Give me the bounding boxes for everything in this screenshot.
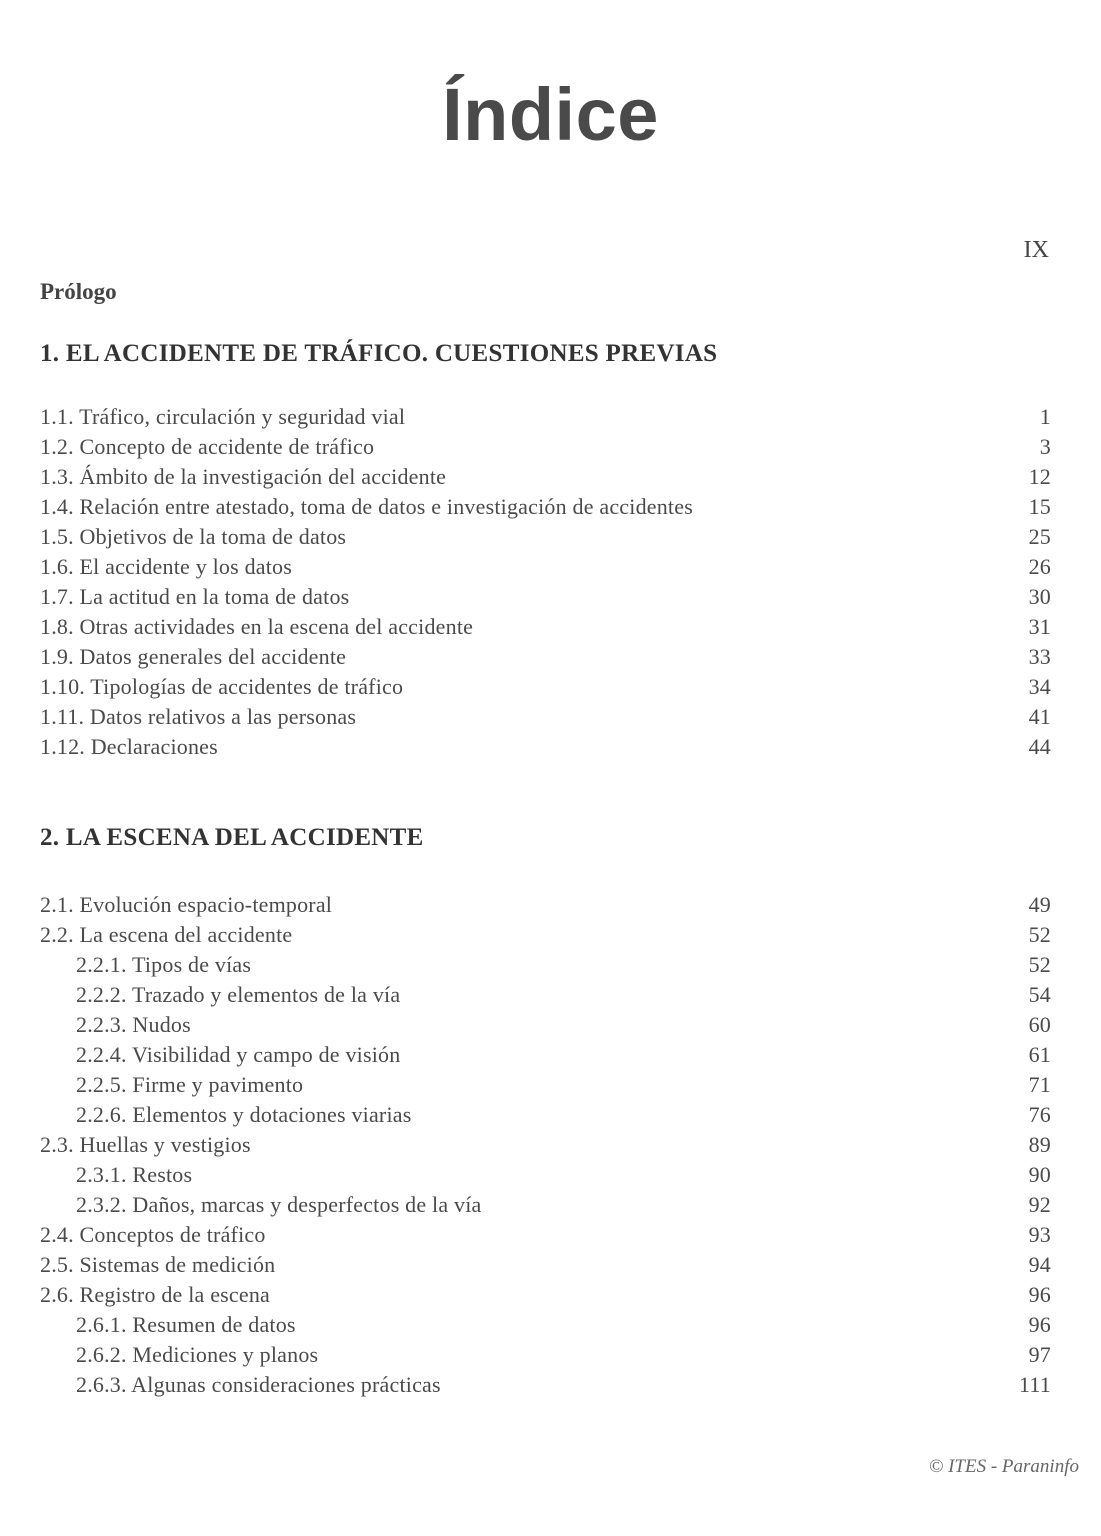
toc-entry-page: 25: [1028, 524, 1051, 549]
toc-entry-label: 2.3. Huellas y vestigios: [40, 1132, 251, 1157]
toc-entry-label: 1.3. Ámbito de la investigación del accidente: [40, 464, 447, 489]
toc-entry-page: 34: [1028, 674, 1051, 699]
toc-entry: [40, 1100, 1051, 1130]
toc-entry: [40, 890, 1051, 920]
toc-entry: [40, 1010, 1051, 1040]
toc-entry-page: 30: [1028, 584, 1051, 609]
toc-entry-label: 2.6. Registro de la escena: [40, 1282, 271, 1307]
toc-entry: [40, 950, 1051, 980]
toc-entry-label: 1.4. Relación entre atestado, toma de datos e investigación de accidentes: [40, 494, 693, 519]
toc-entry-page: 54: [1028, 982, 1051, 1007]
toc-entry: [40, 1310, 1051, 1340]
toc-entry-label: 1.6. El accidente y los datos: [40, 554, 293, 579]
toc-entry-label: 2.3.2. Daños, marcas y desperfectos de la vía: [76, 1192, 482, 1217]
toc-entry-page: 52: [1028, 952, 1051, 977]
toc-entry: [40, 432, 1051, 462]
toc-entry-label: 2.2.4. Visibilidad y campo de visión: [76, 1042, 401, 1067]
toc-entry: [40, 1370, 1051, 1400]
toc-entry-label: 2.3.1. Restos: [76, 1162, 193, 1187]
toc-entry-label: 2.2.3. Nudos: [76, 1012, 191, 1037]
toc-entry: [40, 642, 1051, 672]
toc-entry-label: 1.10. Tipologías de accidentes de tráfico: [40, 674, 404, 699]
toc-entry: [40, 732, 1051, 762]
toc-entry: [40, 1340, 1051, 1370]
toc-entry-page: 96: [1028, 1282, 1051, 1307]
toc-entry-label: 2.5. Sistemas de medición: [40, 1252, 276, 1277]
toc-entry: [40, 1130, 1051, 1160]
toc-entry-page: 89: [1028, 1132, 1051, 1157]
toc-entry-page: 76: [1028, 1102, 1051, 1127]
toc-entry-page: 52: [1028, 922, 1051, 947]
toc-entry: [40, 522, 1051, 552]
toc-entry-page: 3: [1039, 434, 1051, 459]
toc-entry-label: 1.12. Declaraciones: [40, 734, 218, 759]
toc-entry-page: 92: [1028, 1192, 1051, 1217]
chapter-1-title: 1. EL ACCIDENTE DE TRÁFICO. CUESTIONES PREVIAS: [40, 340, 718, 367]
toc-entry-label: 2.2.2. Trazado y elementos de la vía: [76, 982, 401, 1007]
toc-entry: [40, 552, 1051, 582]
toc-entry-label: 2.2. La escena del accidente: [40, 922, 293, 947]
toc-entry-page: 61: [1028, 1042, 1051, 1067]
toc-entry-label: 2.4. Conceptos de tráfico: [40, 1222, 266, 1247]
toc-entry-page: 12: [1028, 464, 1051, 489]
toc-entry-page: 97: [1028, 1342, 1051, 1367]
toc-entry: [40, 1040, 1051, 1070]
toc-entry: [40, 612, 1051, 642]
toc-entry: [40, 462, 1051, 492]
chapter-2-title: 2. LA ESCENA DEL ACCIDENTE: [40, 824, 424, 851]
toc-entry-page: 1: [1039, 404, 1051, 429]
toc-entry-page: 93: [1028, 1222, 1051, 1247]
toc-entry-page: 90: [1028, 1162, 1051, 1187]
toc-entry: [40, 980, 1051, 1010]
toc-entry-label: 2.1. Evolución espacio-temporal: [40, 892, 333, 917]
chapter-2-entries: [40, 890, 1051, 1400]
toc-entry: [40, 1250, 1051, 1280]
toc-entry-page: 60: [1028, 1012, 1051, 1037]
toc-entry-page: 31: [1028, 614, 1051, 639]
toc-entry-page: 44: [1028, 734, 1051, 759]
toc-entry-label: 1.5. Objetivos de la toma de datos: [40, 524, 347, 549]
toc-entry: [40, 1280, 1051, 1310]
toc-entry: [40, 1190, 1051, 1220]
toc-entry: [40, 672, 1051, 702]
toc-entry: [40, 702, 1051, 732]
toc-entry-page: 94: [1028, 1252, 1051, 1277]
copyright-footer: © ITES - Paraninfo: [928, 1456, 1079, 1477]
toc-entry-label: 1.7. La actitud en la toma de datos: [40, 584, 350, 609]
toc-entry-page: 15: [1028, 494, 1051, 519]
toc-entry-label: 1.9. Datos generales del accidente: [40, 644, 347, 669]
toc-entry-page: 41: [1028, 704, 1051, 729]
toc-entry-label: 2.2.1. Tipos de vías: [76, 952, 252, 977]
toc-entry: [40, 402, 1051, 432]
prologue-page-number: IX: [1023, 237, 1049, 263]
page-title: Índice: [442, 73, 659, 156]
toc-entry-label: 1.2. Concepto de accidente de tráfico: [40, 434, 375, 459]
toc-entry: [40, 492, 1051, 522]
toc-entry: [40, 1220, 1051, 1250]
toc-entry-page: 33: [1028, 644, 1051, 669]
toc-entry-page: 49: [1028, 892, 1051, 917]
toc-entry-label: 2.2.6. Elementos y dotaciones viarias: [76, 1102, 412, 1127]
toc-entry: [40, 1070, 1051, 1100]
prologue-heading: Prólogo: [40, 279, 117, 304]
toc-entry-label: 1.8. Otras actividades en la escena del accidente: [40, 614, 474, 639]
toc-entry: [40, 1160, 1051, 1190]
toc-entry-label: 2.6.3. Algunas consideraciones prácticas: [76, 1372, 441, 1397]
toc-entry-page: 111: [1019, 1372, 1051, 1397]
toc-entry-label: 2.2.5. Firme y pavimento: [76, 1072, 304, 1097]
toc-entry-page: 96: [1028, 1312, 1051, 1337]
toc-entry-label: 2.6.2. Mediciones y planos: [76, 1342, 319, 1367]
toc-entry: [40, 920, 1051, 950]
toc-entry-label: 1.11. Datos relativos a las personas: [40, 704, 357, 729]
toc-entry-page: 26: [1028, 554, 1051, 579]
chapter-1-entries: [40, 402, 1051, 762]
toc-entry: [40, 582, 1051, 612]
toc-entry-label: 2.6.1. Resumen de datos: [76, 1312, 296, 1337]
toc-entry-page: 71: [1028, 1072, 1051, 1097]
toc-entry-label: 1.1. Tráfico, circulación y seguridad vial: [40, 404, 406, 429]
